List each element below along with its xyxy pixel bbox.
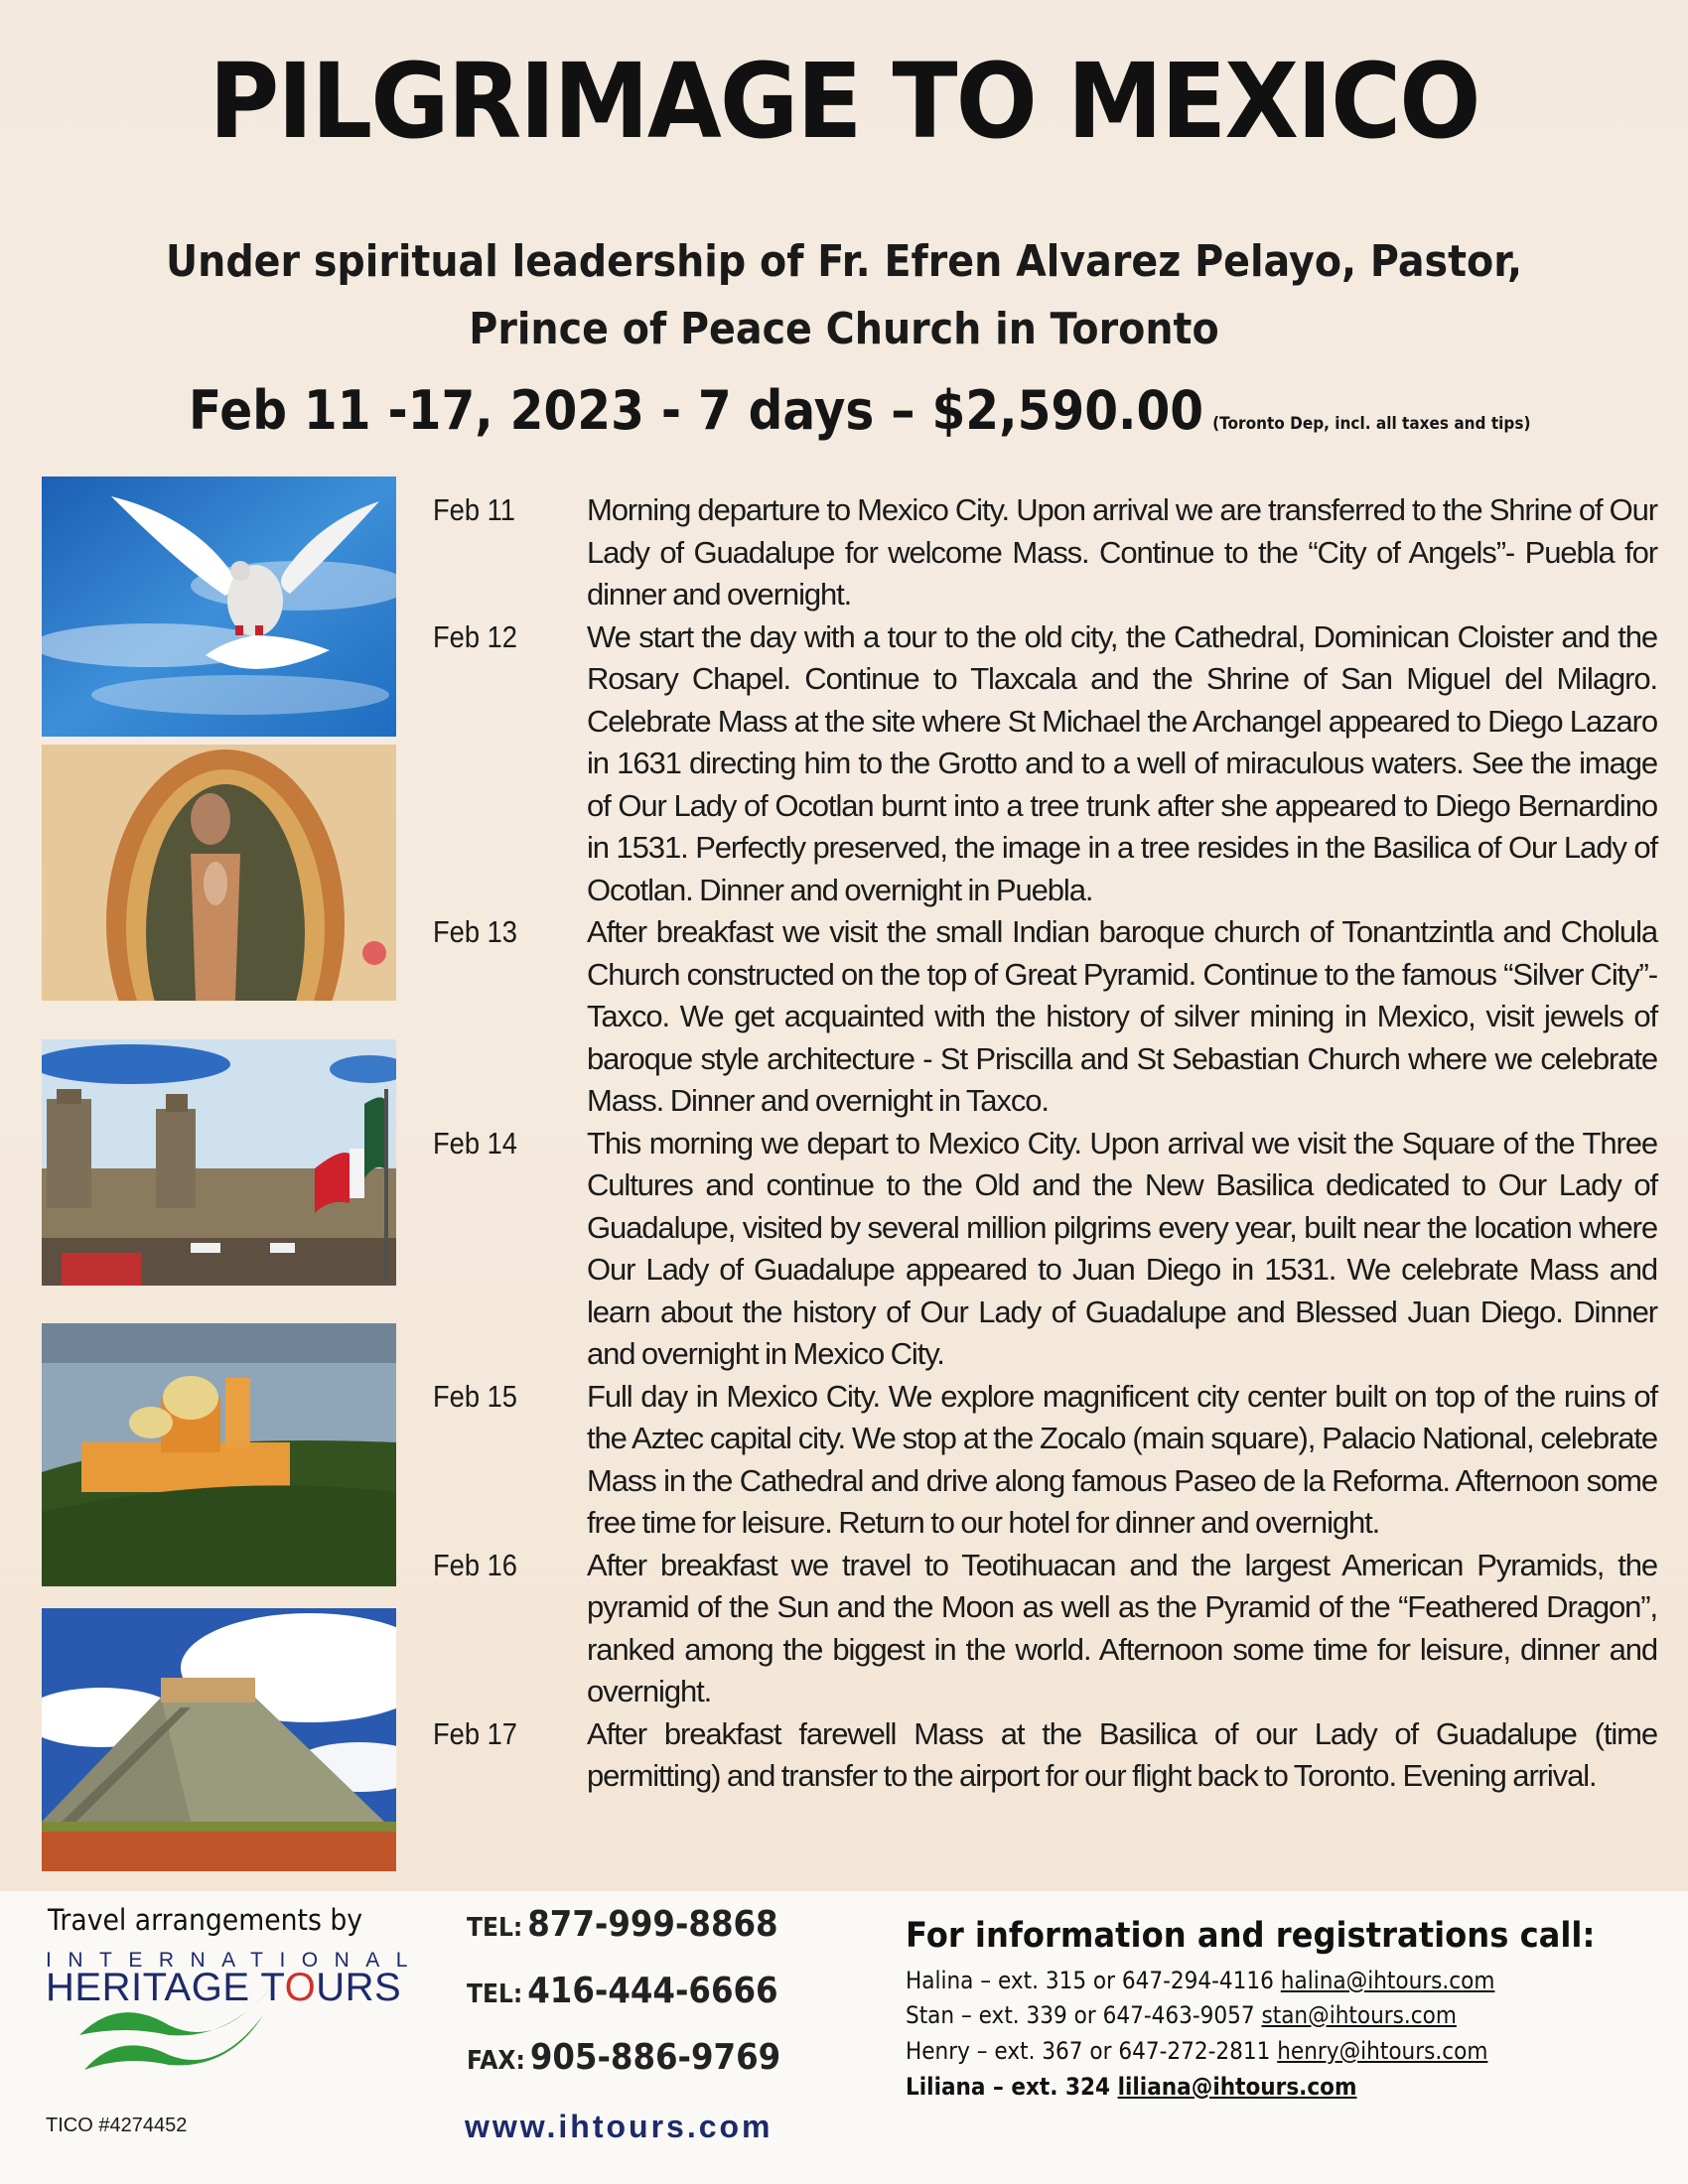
email-link[interactable]: halina@ihtours.com	[1280, 1967, 1495, 1994]
day-date: Feb 12	[433, 618, 517, 654]
subtitle-church: Prince of Peace Church in Toronto	[469, 304, 1219, 354]
phone-label: TEL:	[467, 1913, 523, 1943]
website-link[interactable]: www.ihtours.com	[465, 2109, 774, 2144]
dates-price-line	[189, 379, 1530, 442]
logo-international-text: INTERNATIONAL	[46, 1949, 424, 1972]
price-note: (Toronto Dep, incl. all taxes and tips)	[1212, 414, 1531, 434]
photo-our-lady-of-guadalupe	[42, 745, 396, 1001]
itinerary-day	[433, 489, 1664, 616]
phone-number[interactable]: 877-999-8868	[527, 1904, 778, 1945]
fax-label: FAX:	[467, 2046, 525, 2076]
photo-cholula-church	[42, 1323, 396, 1586]
phone-number[interactable]: 416-444-6666	[527, 1971, 778, 2011]
day-date: Feb 15	[433, 1378, 517, 1414]
itinerary-day	[433, 1123, 1664, 1376]
logo-heritage-text: HERITAGE T	[46, 1966, 285, 2009]
registration-title: For information and registrations call:	[906, 1916, 1596, 1956]
contact-info: Liliana – ext. 324	[906, 2073, 1118, 2101]
contact-stan	[906, 2001, 1457, 2029]
fax-number[interactable]: 905-886-9769	[529, 2037, 781, 2078]
phone-tel-2	[467, 1971, 778, 2011]
email-link[interactable]: liliana@ihtours.com	[1117, 2073, 1357, 2101]
logo-swoosh-icon	[70, 1985, 278, 2085]
itinerary-list	[433, 489, 1664, 1798]
day-date: Feb 14	[433, 1125, 517, 1160]
email-link[interactable]: henry@ihtours.com	[1277, 2037, 1488, 2065]
contact-liliana	[906, 2073, 1357, 2101]
day-description: Morning departure to Mexico City. Upon arrival we are transferred to the Shrine of Our Lady of Guadalupe for welcome Mass. Continue to the “City of Angels”- Puebla for dinner and overnight.	[587, 492, 1657, 612]
contact-info: Halina – ext. 315 or 647-294-4116	[906, 1967, 1281, 1994]
itinerary-day	[433, 1545, 1664, 1713]
phone-tel-1	[467, 1904, 778, 1945]
contact-halina	[906, 1967, 1494, 1994]
photo-chichen-itza-pyramid	[42, 1608, 396, 1871]
photo-dove	[42, 477, 396, 737]
day-description: After breakfast farewell Mass at the Basilica of our Lady of Guadalupe (time permitting) and transfer to the airport for our flight back to Toronto. Evening arrival.	[587, 1715, 1657, 1793]
logo-globe-o: O	[284, 1966, 317, 2009]
photo-mexico-city-cathedral	[42, 1039, 396, 1286]
tico-number: TICO #4274452	[46, 2115, 188, 2136]
email-link[interactable]: stan@ihtours.com	[1261, 2001, 1457, 2029]
day-description: This morning we depart to Mexico City. Upon arrival we visit the Square of the Three Cultures and continue to the Old and the New Basilica dedicated to Our Lady of Guadalupe, visited by several million pilgrims every year, built near the location where Our Lady of Guadalupe appeared to Juan Diego in 1531. We celebrate Mass and learn about the history of Our Lady of Guadalupe and Blessed Juan Diego. Dinner and overnight in Mexico City.	[587, 1125, 1657, 1371]
subtitle-leadership: Under spiritual leadership of Fr. Efren Alvarez Pelayo, Pastor,	[165, 236, 1523, 287]
day-description: Full day in Mexico City. We explore magnificent city center built on top of the ruins of the Aztec capital city. We stop at the Zocalo (main square), Palacio National, celebrate Mass in the Cathedral and drive along famous Paseo de la Reforma. Afternoon some free time for leisure. Return to our hotel for dinner and overnight.	[587, 1378, 1657, 1540]
page-title: PILGRIMAGE TO MEXICO	[209, 41, 1479, 162]
day-date: Feb 17	[433, 1715, 517, 1751]
phone-label: TEL:	[467, 1979, 523, 2009]
itinerary-day	[433, 1713, 1664, 1798]
itinerary-day	[433, 911, 1664, 1123]
logo-urs-text: URS	[316, 1966, 402, 2009]
fax-line	[467, 2037, 780, 2078]
dates-price: Feb 11 -17, 2023 - 7 days – $2,590.00	[189, 379, 1204, 442]
contact-henry	[906, 2037, 1487, 2065]
contact-info: Stan – ext. 339 or 647-463-9057	[906, 2001, 1262, 2029]
travel-arrangements-label: Travel arrangements by	[48, 1903, 363, 1937]
day-description: After breakfast we travel to Teotihuacan and the largest American Pyramids, the pyramid of the Sun and the Moon as well as the Pyramid of the “Feathered Dragon”, ranked among the biggest in the world. Afternoon some time for leisure, dinner and overnight.	[587, 1547, 1657, 1708]
day-date: Feb 13	[433, 914, 517, 949]
day-date: Feb 11	[433, 492, 515, 527]
itinerary-day	[433, 1376, 1664, 1545]
day-description: After breakfast we visit the small Indian baroque church of Tonantzintla and Cholula Church constructed on the top of Great Pyramid. Continue to the famous “Silver City”- Taxco. We get acquainted with the history of silver mining in Mexico, visit jewels of baroque style architecture - St Priscilla and St Sebastian Church where we celebrate Mass. Dinner and overnight in Taxco.	[587, 914, 1657, 1118]
day-description: We start the day with a tour to the old city, the Cathedral, Dominican Cloister and the Rosary Chapel. Continue to Tlaxcala and the Shrine of San Miguel del Milagro. Celebrate Mass at the site where St Michael the Archangel appeared to Diego Lazaro in 1631 directing him to the Grotto and to a well of miraculous waters. See the image of Our Lady of Ocotlan burnt into a tree trunk after she appeared to Diego Bernardino in 1531. Perfectly preserved, the image in a tree resides in the Basilica of Our Lady of Ocotlan. Dinner and overnight in Puebla.	[587, 618, 1657, 907]
itinerary-day	[433, 616, 1664, 912]
contact-info: Henry – ext. 367 or 647-272-2811	[906, 2037, 1278, 2065]
day-date: Feb 16	[433, 1547, 517, 1582]
